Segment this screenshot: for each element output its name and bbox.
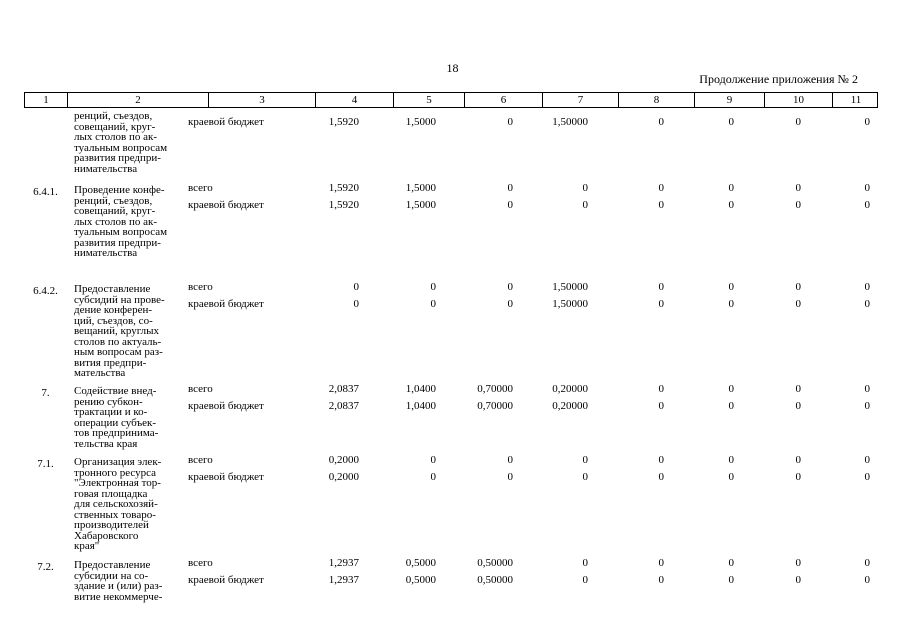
- row-id: 7.: [41, 387, 50, 399]
- value-cell: 0: [658, 116, 664, 128]
- value-cell: 0: [658, 574, 664, 586]
- value-cell: 0,70000: [477, 400, 513, 412]
- column-header: 4: [316, 93, 394, 107]
- funding-source: всего: [188, 454, 213, 466]
- value-cell: 0: [507, 298, 513, 310]
- value-cell: 0: [864, 454, 870, 466]
- value-cell: 0: [795, 116, 801, 128]
- value-cell: 0: [507, 116, 513, 128]
- value-cell: 0,50000: [477, 557, 513, 569]
- value-cell: 1,0400: [405, 400, 436, 412]
- value-cell: 0,20000: [552, 383, 588, 395]
- value-cell: 1,2937: [328, 557, 359, 569]
- value-cell: 0: [728, 383, 734, 395]
- value-cell: 0: [864, 116, 870, 128]
- row-name: ренций, съездов, совещаний, круг- лых столов по ак- туальным вопросам развития предпри- нимательства: [74, 110, 168, 175]
- funding-source: краевой бюджет: [188, 199, 264, 211]
- page-number: 18: [446, 61, 459, 75]
- value-cell: 0: [430, 281, 436, 293]
- value-cell: 1,5000: [405, 199, 436, 211]
- column-header: 6: [465, 93, 543, 107]
- column-header: 7: [543, 93, 619, 107]
- table-header: [24, 92, 878, 108]
- value-cell: 0: [507, 182, 513, 194]
- column-header: 9: [695, 93, 765, 107]
- value-cell: 0: [795, 574, 801, 586]
- value-cell: 0: [507, 199, 513, 211]
- value-cell: 0: [658, 182, 664, 194]
- value-cell: 0: [507, 281, 513, 293]
- value-cell: 2,0837: [328, 383, 359, 395]
- value-cell: 0: [658, 454, 664, 466]
- row-id: 7.2.: [37, 561, 54, 573]
- value-cell: 0: [864, 281, 870, 293]
- value-cell: 0: [353, 298, 359, 310]
- value-cell: 1,2937: [328, 574, 359, 586]
- value-cell: 0: [795, 471, 801, 483]
- value-cell: 1,50000: [552, 298, 588, 310]
- value-cell: 0: [864, 199, 870, 211]
- value-cell: 0: [658, 281, 664, 293]
- value-cell: 0: [864, 182, 870, 194]
- value-cell: 1,5000: [405, 182, 436, 194]
- value-cell: 0: [728, 454, 734, 466]
- continuation-label: Продолжение приложения № 2: [699, 72, 858, 86]
- row-name: Предоставление субсидий на прове- дение конферен- ций, съездов, со- вещаний, круглых столов по актуаль- ным вопросам раз- вития предпри- мательства: [74, 283, 165, 379]
- value-cell: 0: [507, 454, 513, 466]
- value-cell: 0: [728, 400, 734, 412]
- value-cell: 0: [658, 298, 664, 310]
- funding-source: краевой бюджет: [188, 298, 264, 310]
- row-id: 6.4.2.: [33, 285, 58, 297]
- row-id: 6.4.1.: [33, 186, 58, 198]
- value-cell: 0: [795, 182, 801, 194]
- value-cell: 0: [728, 281, 734, 293]
- value-cell: 0: [795, 383, 801, 395]
- row-id: 7.1.: [37, 458, 54, 470]
- value-cell: 0: [728, 116, 734, 128]
- value-cell: 0: [582, 199, 588, 211]
- funding-source: краевой бюджет: [188, 471, 264, 483]
- value-cell: 0: [728, 182, 734, 194]
- value-cell: 0: [430, 298, 436, 310]
- value-cell: 0: [658, 400, 664, 412]
- value-cell: 0: [658, 383, 664, 395]
- value-cell: 1,5920: [328, 182, 359, 194]
- value-cell: 1,50000: [552, 281, 588, 293]
- value-cell: 0: [864, 298, 870, 310]
- funding-source: всего: [188, 557, 213, 569]
- funding-source: всего: [188, 383, 213, 395]
- value-cell: 0: [658, 199, 664, 211]
- value-cell: 0: [582, 454, 588, 466]
- value-cell: 1,5920: [328, 199, 359, 211]
- column-header: 10: [765, 93, 833, 107]
- value-cell: 0: [582, 557, 588, 569]
- value-cell: 0: [795, 281, 801, 293]
- value-cell: 0: [795, 298, 801, 310]
- row-name: Предоставление субсидии на со- здание и (или) раз- витие некоммерче-: [74, 559, 163, 603]
- value-cell: 0: [864, 400, 870, 412]
- column-header: 1: [25, 93, 68, 107]
- value-cell: 0: [582, 471, 588, 483]
- value-cell: 0,5000: [405, 557, 436, 569]
- value-cell: 0: [795, 454, 801, 466]
- value-cell: 0: [728, 199, 734, 211]
- value-cell: 1,5920: [328, 116, 359, 128]
- value-cell: 0: [728, 574, 734, 586]
- value-cell: 0: [582, 182, 588, 194]
- value-cell: 0: [658, 557, 664, 569]
- value-cell: 0,2000: [328, 471, 359, 483]
- funding-source: краевой бюджет: [188, 116, 264, 128]
- row-name: Содействие внед- рению субкон- трактации и ко- операции субъек- тов предпринима- тельства края: [74, 385, 159, 450]
- value-cell: 0,70000: [477, 383, 513, 395]
- value-cell: 1,0400: [405, 383, 436, 395]
- value-cell: 0,2000: [328, 454, 359, 466]
- value-cell: 2,0837: [328, 400, 359, 412]
- row-name: Проведение конфе- ренций, съездов, совещаний, круг- лых столов по ак- туальным вопросам развития предпри- нимательства: [74, 184, 168, 259]
- column-header: 5: [394, 93, 465, 107]
- funding-source: краевой бюджет: [188, 400, 264, 412]
- column-header: 11: [850, 94, 862, 106]
- value-cell: 1,5000: [405, 116, 436, 128]
- funding-source: всего: [188, 281, 213, 293]
- value-cell: 0: [430, 471, 436, 483]
- value-cell: 0: [582, 574, 588, 586]
- value-cell: 0,50000: [477, 574, 513, 586]
- funding-source: краевой бюджет: [188, 574, 264, 586]
- value-cell: 1,50000: [552, 116, 588, 128]
- value-cell: 0: [864, 574, 870, 586]
- value-cell: 0: [728, 298, 734, 310]
- value-cell: 0: [507, 471, 513, 483]
- value-cell: 0: [430, 454, 436, 466]
- value-cell: 0: [795, 199, 801, 211]
- value-cell: 0: [728, 557, 734, 569]
- value-cell: 0: [795, 557, 801, 569]
- column-header: 3: [209, 93, 316, 107]
- value-cell: 0,5000: [405, 574, 436, 586]
- value-cell: 0,20000: [552, 400, 588, 412]
- value-cell: 0: [353, 281, 359, 293]
- value-cell: 0: [864, 557, 870, 569]
- value-cell: 0: [795, 400, 801, 412]
- value-cell: 0: [658, 471, 664, 483]
- value-cell: 0: [728, 471, 734, 483]
- column-header: 2: [68, 93, 209, 107]
- row-name: Организация элек- тронного ресурса "Электронная тор- говая площадка для сельскохозяй- ственных товаро- производителей Хабаровского края": [74, 456, 162, 552]
- funding-source: всего: [188, 182, 213, 194]
- value-cell: 0: [864, 383, 870, 395]
- column-header: 8: [619, 93, 695, 107]
- value-cell: 0: [864, 471, 870, 483]
